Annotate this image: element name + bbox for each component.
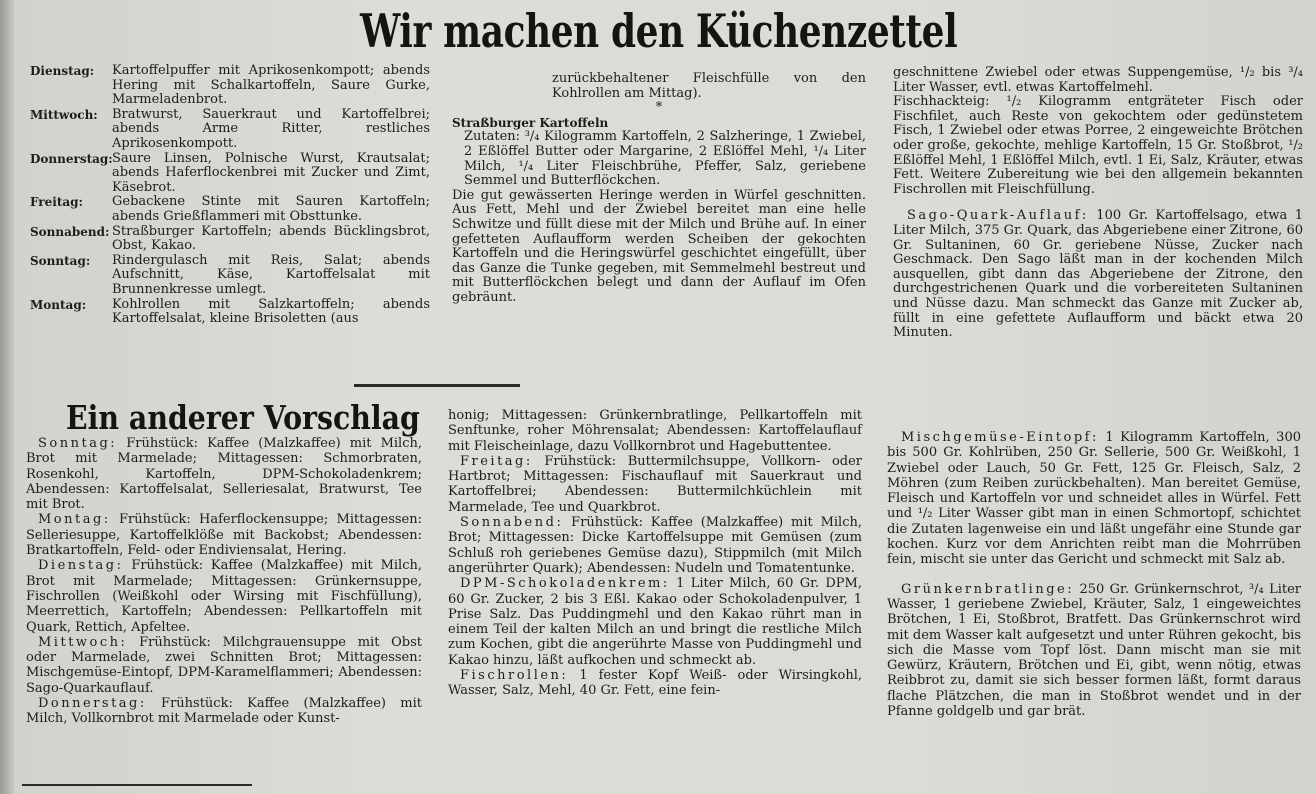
other-day-entry (26, 512, 422, 558)
other-day-entry (448, 454, 862, 515)
week-day-entry (30, 254, 430, 298)
section-title: Ein anderer Vorschlag (66, 398, 420, 437)
sago-title: Sago-Quark-Auflauf: (907, 208, 1089, 224)
recipe-method: Die gut gewässerten Heringe werden in Würfel geschnitten. Aus Fett, Mehl und der Zwiebel bereitet man eine helle Schwitze und füllt diese mit der Milch und Brühe auf. In einer gefetteten Auflaufform werden Scheiben der gekochten Kartoffeln und die Heringswürfel geschichtet eingefüllt, über das Ganze die Tunke gegeben, mit Semmelmehl bestreut und mit Butterflöckchen belegt und dann der Auflauf im Ofen gebräunt. (452, 187, 866, 305)
day-text: Kartoffelpuffer mit Aprikosenkompott; abends Hering mit Schalkartoffeln, Saure Gurke, Marmeladenbrot. (112, 63, 430, 108)
sago-recipe (893, 209, 1303, 340)
page-title: Wir machen den Küchenzettel (360, 4, 958, 58)
day-text: Bratwurst, Sauerkraut und Kartoffelbrei; abends Arme Ritter, restliches Aprikosenkompott. (112, 106, 430, 151)
other-day-name: Mittwoch: (38, 634, 128, 650)
gk-title: Grünkernbratlinge: (901, 581, 1075, 597)
day-text: Straßburger Kartoffeln; abends Bücklingsbrot, Obst, Kakao. (112, 223, 430, 254)
other-day-text: Frühstück: Buttermilchsuppe, Vollkorn- oder Hartbrot; Mittagessen: Fischauflauf mit Sauerkraut und Kartoffelbrei; Abendessen: Buttermilchküchlein mit Marmelade, Tee und Quarkbrot. (448, 453, 862, 515)
mix-title: Mischgemüse-Eintopf: (901, 430, 1099, 445)
week-day-entry (30, 195, 430, 224)
separator-star: * (655, 100, 663, 116)
dpm-title: DPM-Schokoladenkrem: (460, 576, 670, 592)
other-day-entry (26, 635, 422, 696)
other-right-column (887, 430, 1301, 719)
recipe-title: Straßburger Kartoffeln (452, 115, 609, 130)
dpm-text: 1 Liter Milch, 60 Gr. DPM, 60 Gr. Zucker, 2 bis 3 Eßl. Kakao oder Schokoladenpulver, 1 Prise Salz. Das Puddingmehl und den Kakao rührt man in einem Teil der kalten Milch an und bringt die restliche Milch zum Kochen, gibt die angerührte Masse von Puddingmehl und Kakao hinzu, läßt aufkochen und schmeckt ab. (448, 576, 862, 668)
mix-text: 1 Kilogramm Kartoffeln, 300 bis 500 Gr. Kohlrüben, 250 Gr. Sellerie, 500 Gr. Weißkohl, 1 Zwiebel oder Lauch, 50 Gr. Fett, 125 Gr. Fleisch, Salz, 2 Möhren (zum Reiben zurückbehalten). Man bereitet Gemüse, Fleisch und Kartoffeln vor und schneidet alles in Würfel. Fett und ¹/₂ Liter Wasser gibt man in einen Schmortopf, schichtet die Zutaten lagenweise ein und läßt ungefähr eine Stunde gar kochen. Kurz vor dem Anrichten reibt man die Mohrrüben fein, mischt sie unter das Gericht und schmeckt mit Salz ab. (887, 430, 1301, 568)
day-name: Donnerstag: (30, 151, 113, 166)
gk-text: 250 Gr. Grünkernschrot, ³/₄ Liter Wasser, 1 geriebene Zwiebel, Kräuter, Salz, 1 eingeweichtes Brötchen, 1 Ei, Stoßbrot, Bratfett. Das Grünkernschrot wird mit dem Wasser kalt aufgesetzt und unter Rühren gekocht, bis sich die Masse vom Topf löst. Dann mischt man sie mit Gewürz, Kräutern, Brötchen und Ei, gibt, wenn nötig, etwas Reibbrot zu, damit sie sich besser formen läßt, formt daraus flache Plätzchen, die man in Stoßbrot wendet und in der Pfanne goldgelb und gar brät. (887, 581, 1301, 720)
other-day-text: Frühstück: Milchgrauensuppe mit Obst oder Marmelade, zwei Schnitten Brot; Mittagessen: Mischgemüse-Eintopf, DPM-Karamelflammeri; Abendessen: Sago-Quarkauflauf. (26, 634, 422, 696)
week-day-entry (30, 108, 430, 152)
other-day-name: Freitag: (460, 453, 533, 469)
other-day-entry (26, 436, 422, 512)
fish-dough-text: Fischhackteig: ¹/₂ Kilogramm entgräteter Fisch oder Fischfilet, auch Reste von gekochtem oder gedünstetem Fisch, 1 Zwiebel oder etwas Porree, 2 eingeweichte Brötchen oder große, gekochte, mehlige Kartoffeln, 15 Gr. Stoßbrot, ¹/₂ Eßlöffel Mehl, 1 Eßlöffel Milch, evtl. 1 Ei, Salz, Kräuter, etwas Fett. Weitere Zubereitung wie bei den allgemein bekannten Fischrollen mit Fleischfüllung. (893, 94, 1303, 197)
week-day-entry (30, 64, 430, 108)
continuation-text: honig; Mittagessen: Grünkernbratlinge, Pellkartoffeln mit Senftunke, roher Möhrensalat; Abendessen: Kartoffelauflauf mit Fleischeinlage, dazu Vollkornbrot und Hagebuttentee. (448, 408, 862, 454)
section-divider (354, 384, 520, 387)
other-day-text: Frühstück: Kaffee (Malzkaffee) mit Milch, Brot mit Marmelade; Mittagessen: Schmorbraten, Rosenkohl, Kartoffeln, DPM-Schokoladenkrem; Abendessen: Kartoffelsalat, Selleriesalat, Bratwurst, Tee mit Brot. (26, 436, 422, 513)
other-day-entry (448, 515, 862, 576)
week-day-entry (30, 152, 430, 196)
continuation-text: zurückbehaltener Fleischfülle von den Kohlrollen am Mittag). (552, 71, 866, 101)
fish-recipe (448, 668, 862, 699)
other-day-text: Frühstück: Kaffee (Malzkaffee) mit Milch, Vollkornbrot mit Marmelade oder Kunst- (26, 696, 422, 727)
day-name: Dienstag: (30, 64, 95, 78)
other-day-text: Frühstück: Haferflockensuppe; Mittagessen: Selleriesuppe, Kartoffelklöße mit Backobst; Abendessen: Bratkartoffeln, Feld- oder Endiviensalat, Hering. (26, 512, 423, 559)
week-day-entry (30, 298, 430, 327)
week-day-entry (30, 225, 430, 254)
other-day-text: Frühstück: Kaffee (Malzkaffee) mit Milch, Brot mit Marmelade; Mittagessen: Grünkernsuppe, Fischrollen (Weißkohl oder Wirsing mit Fischfüllung), Meerrettich, Kartoffeln; Abendessen: Pellkartoffeln mit Quark, Rettich, Apfeltee. (26, 558, 422, 635)
week-plan (30, 64, 430, 327)
gk-recipe (887, 582, 1301, 720)
other-day-name: Sonnabend: (460, 515, 564, 531)
bottom-rule (22, 784, 252, 786)
other-day-entry (26, 696, 422, 727)
day-text: Saure Linsen, Polnische Wurst, Krautsalat; abends Haferflockenbrei mit Zucker und Zimt, Käsebrot. (112, 150, 430, 195)
right-top-column (893, 66, 1303, 341)
day-name: Sonntag: (30, 253, 91, 268)
other-left-column (26, 436, 422, 727)
other-day-name: Donnerstag: (38, 696, 147, 712)
fish-text: 1 fester Kopf Weiß- oder Wirsingkohl, Wasser, Salz, Mehl, 40 Gr. Fett, eine fein- (448, 668, 862, 699)
other-day-entry (26, 558, 422, 634)
other-day-text: Frühstück: Kaffee (Malzkaffee) mit Milch, Brot; Mittagessen: Dicke Kartoffelsuppe mit Gemüsen (zum Schluß roh geriebenes Gemüse dazu), Stippmilch (mit Milch angerührter Quark); Abendessen: Nudeln und Tomatentunke. (448, 515, 862, 576)
sago-text: 100 Gr. Kartoffelsago, etwa 1 Liter Milch, 375 Gr. Quark, das Abgeriebene einer Zitrone, 60 Gr. Sultaninen, 60 Gr. geriebene Nüsse, Zucker nach Geschmack. Den Sago läßt man in der kochenden Milch ausquellen, gibt dann das Abgeriebene der Zitrone, den durchgestrichenen Quark und die vorbereiteten Sultaninen und Nüsse dazu. Man schmeckt das Ganze mit Zucker ab, füllt in eine gefettete Auflaufform und bäckt etwa 20 Minuten. (893, 208, 1304, 341)
day-name: Sonnabend: (30, 224, 110, 239)
other-day-name: Dienstag: (38, 558, 124, 574)
middle-top-column (452, 72, 866, 306)
day-name: Freitag: (30, 195, 83, 210)
other-middle-column (448, 408, 862, 699)
day-text: Rindergulasch mit Reis, Salat; abends Aufschnitt, Käse, Kartoffelsalat mit Brunnenkresse umlegt. (112, 252, 430, 297)
recipe-ingredients: Zutaten: ³/₄ Kilogramm Kartoffeln, 2 Salzheringe, 1 Zwiebel, 2 Eßlöffel Butter oder Margarine, 2 Eßlöffel Mehl, ¹/₄ Liter Milch, ¹/₄ Liter Fleischbrühe, Pfeffer, Salz, geriebene Semmel und Butterflöckchen. (464, 129, 866, 189)
mix-recipe (887, 430, 1301, 568)
day-text: Kohlrollen mit Salzkartoffeln; abends Kartoffelsalat, kleine Brisoletten (aus (112, 296, 430, 327)
other-day-name: Sonntag: (38, 436, 118, 451)
other-day-name: Montag: (38, 512, 111, 528)
day-name: Montag: (30, 297, 87, 312)
dpm-recipe (448, 576, 862, 668)
page-edge (0, 0, 14, 794)
day-text: Gebackene Stinte mit Sauren Kartoffeln; abends Grießflammeri mit Obsttunke. (112, 194, 430, 224)
fish-title: Fischrollen: (460, 668, 569, 684)
fish-continuation: geschnittene Zwiebel oder etwas Suppengemüse, ¹/₂ bis ³/₄ Liter Wasser, evtl. etwas Kartoffelmehl. (893, 65, 1303, 95)
day-name: Mittwoch: (30, 107, 98, 122)
